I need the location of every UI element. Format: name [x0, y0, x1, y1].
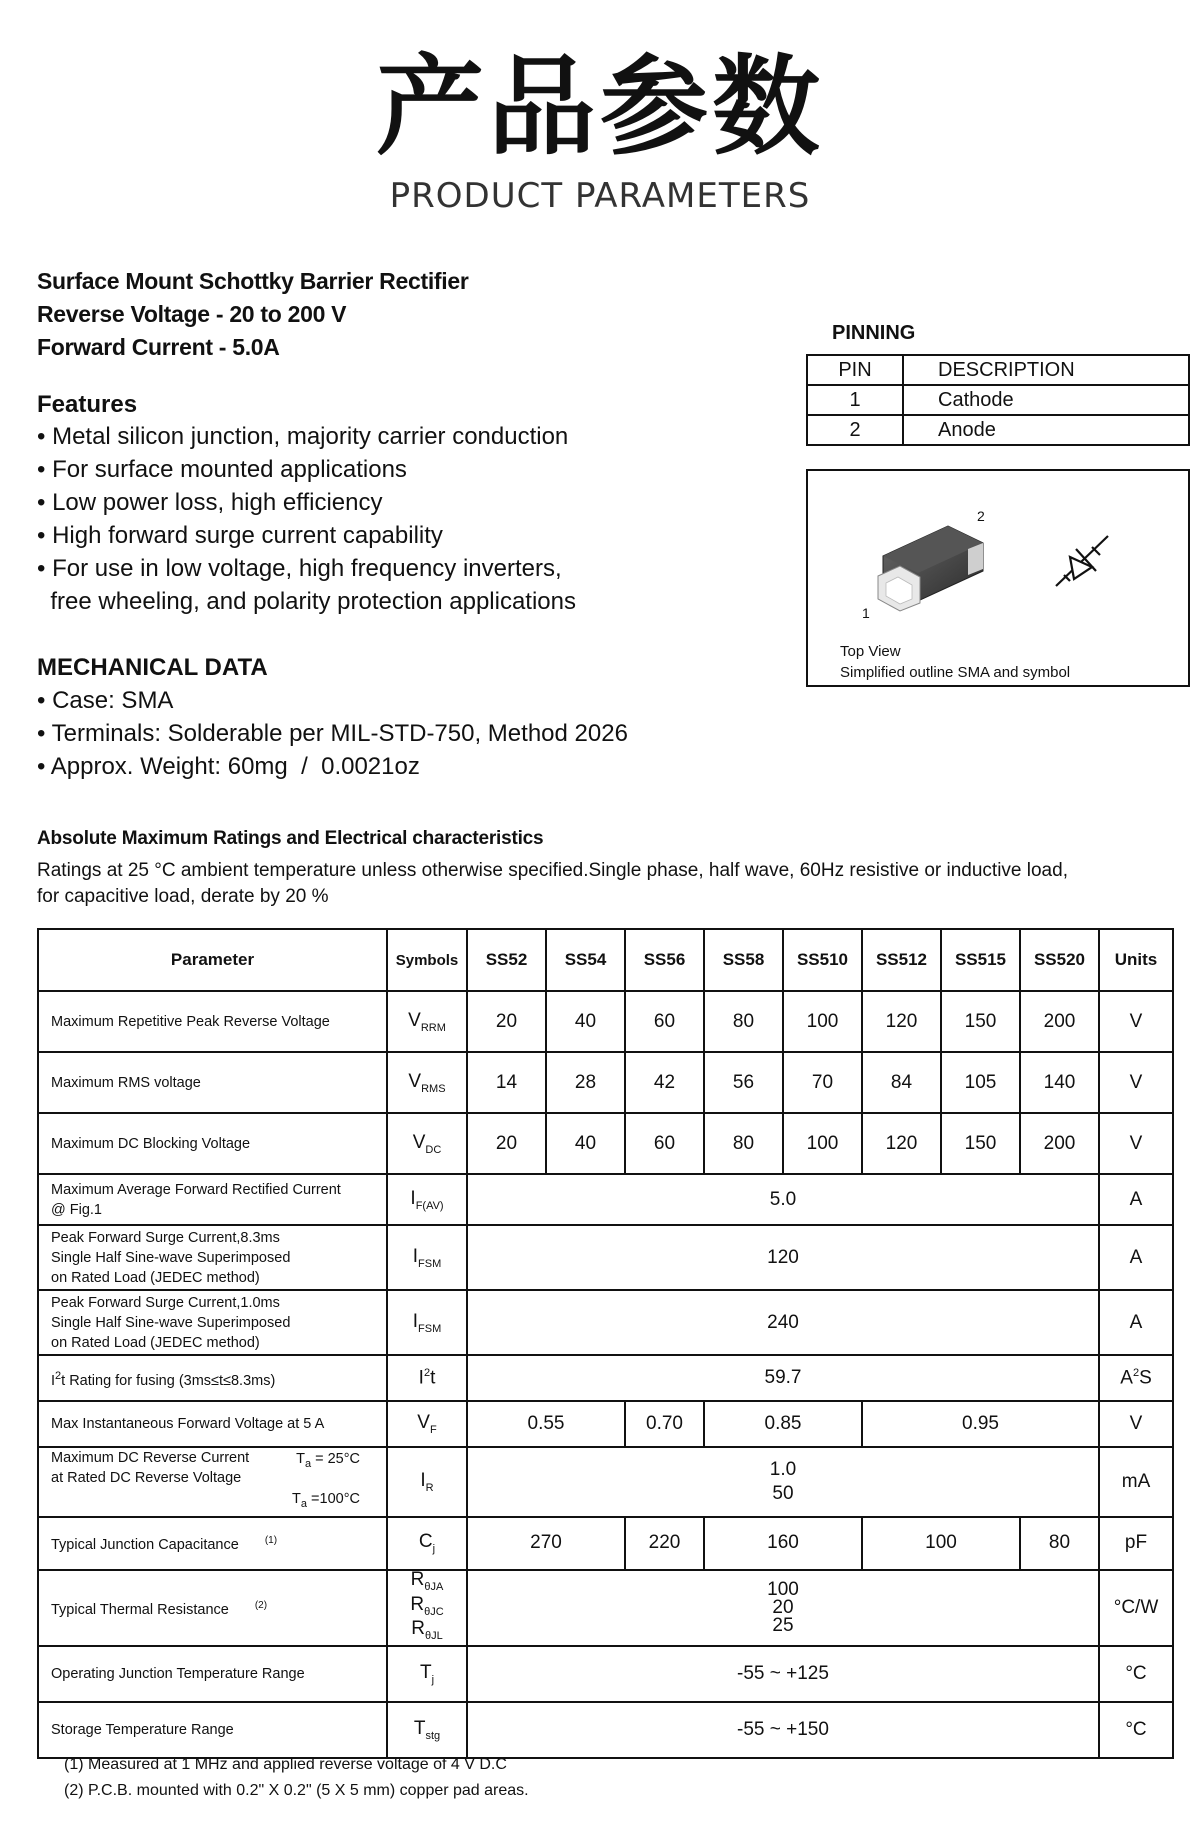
column-header: SS510	[783, 929, 862, 991]
value-cell: 150	[941, 991, 1020, 1052]
forward-current-spec: Forward Current - 5.0A	[37, 334, 280, 360]
value-cell: 270	[467, 1517, 625, 1570]
value-cell: 105	[941, 1052, 1020, 1113]
column-header: Units	[1099, 929, 1173, 991]
parameter-line: on Rated Load (JEDEC method)	[51, 1269, 260, 1286]
symbol-letter: I	[418, 1367, 424, 1389]
value-cell: 80	[704, 1113, 783, 1174]
symbol-cell	[387, 1702, 467, 1758]
pin-2-label: 2	[977, 508, 985, 524]
symbol-cell	[387, 991, 467, 1052]
column-header: SS58	[704, 929, 783, 991]
pinning-heading: PINNING	[832, 322, 916, 344]
value-cell: 59.7	[467, 1355, 1099, 1401]
value-cell: 70	[783, 1052, 862, 1113]
symbol-letter: T	[413, 1718, 426, 1740]
value-cell: 100	[783, 991, 862, 1052]
param-text: t Rating for fusing (3ms≤t≤8.3ms)	[61, 1372, 276, 1389]
pin-1-label: 1	[862, 605, 870, 621]
unit-cell	[1099, 1355, 1173, 1401]
package-caption-top-view: Top View	[840, 643, 901, 660]
parameter-cell	[38, 1517, 387, 1570]
symbol-letter: T	[419, 1662, 432, 1684]
feature-item: • For use in low voltage, high frequency inverters,	[37, 555, 562, 582]
feature-item: • Metal silicon junction, majority carrier conduction	[37, 423, 569, 450]
value-cell: 200	[1020, 1113, 1099, 1174]
condition-text: T	[296, 1451, 305, 1467]
value-cell	[467, 1447, 1099, 1517]
value-cell: 120	[467, 1225, 1099, 1290]
symbol-subscript: θJA	[424, 1580, 444, 1593]
mechanical-item: • Approx. Weight: 60mg / 0.0021oz	[37, 753, 420, 780]
value-line: 25	[772, 1615, 794, 1637]
symbol-subscript: j	[431, 1674, 435, 1687]
parameter-line: @ Fig.1	[51, 1201, 102, 1218]
value-cell: 28	[546, 1052, 625, 1113]
product-type: Surface Mount Schottky Barrier Rectifier	[37, 268, 469, 294]
unit-superscript: 2	[1132, 1366, 1140, 1379]
mechanical-item: • Case: SMA	[37, 687, 174, 714]
value-cell: 56	[704, 1052, 783, 1113]
value-cell: 220	[625, 1517, 704, 1570]
table-row	[38, 1174, 1173, 1225]
table-row	[38, 1113, 1173, 1174]
parameter-cell: Operating Junction Temperature Range	[38, 1646, 387, 1702]
symbol-cell	[387, 1570, 467, 1646]
pin-description: Anode	[903, 415, 1189, 445]
symbol-letter: R	[411, 1618, 425, 1640]
value-cell: 80	[1020, 1517, 1099, 1570]
package-outline-box	[806, 469, 1190, 687]
value-cell: 14	[467, 1052, 546, 1113]
value-cell: 120	[862, 991, 941, 1052]
ratings-note-line: for capacitive load, derate by 20 %	[37, 886, 329, 907]
footnote-reference: (2)	[254, 1600, 268, 1612]
parameter-cell: Max Instantaneous Forward Voltage at 5 A	[38, 1401, 387, 1447]
parameter-cell	[38, 1225, 387, 1290]
symbol-cell	[387, 1225, 467, 1290]
table-row	[807, 415, 1189, 445]
parameter-cell	[38, 1174, 387, 1225]
ratings-heading: Absolute Maximum Ratings and Electrical characteristics	[37, 828, 544, 849]
parameter-cell: Maximum Repetitive Peak Reverse Voltage	[38, 991, 387, 1052]
footnote-reference: (1)	[264, 1535, 278, 1547]
value-cell: 0.55	[467, 1401, 625, 1447]
value-cell: 20	[467, 1113, 546, 1174]
value-cell	[467, 1570, 1099, 1646]
symbol-subscript: stg	[425, 1730, 441, 1743]
symbol-letter: C	[418, 1531, 433, 1553]
symbol-cell	[387, 1401, 467, 1447]
symbol-subscript: FSM	[418, 1322, 442, 1335]
value-cell: 60	[625, 991, 704, 1052]
value-cell: 40	[546, 1113, 625, 1174]
parameter-line: Peak Forward Surge Current,8.3ms	[51, 1229, 280, 1246]
unit-cell: A	[1099, 1174, 1173, 1225]
table-row	[38, 1447, 1173, 1517]
symbol-line	[388, 1620, 466, 1645]
table-row	[38, 1355, 1173, 1401]
symbol-letter: V	[412, 1131, 426, 1153]
unit-cell: °C/W	[1099, 1570, 1173, 1646]
symbol-letter: V	[408, 1009, 421, 1031]
value-line: 100	[767, 1579, 799, 1601]
unit-cell: A	[1099, 1290, 1173, 1355]
ratings-table	[37, 928, 1174, 1759]
param-text: I	[51, 1372, 56, 1389]
value-cell: -55 ~ +150	[467, 1702, 1099, 1758]
value-cell: 0.95	[862, 1401, 1099, 1447]
value-cell: 20	[467, 991, 546, 1052]
parameter-line: on Rated Load (JEDEC method)	[51, 1334, 260, 1351]
pin-number: 2	[807, 415, 903, 445]
value-cell: 84	[862, 1052, 941, 1113]
value-cell: 100	[783, 1113, 862, 1174]
symbol-subscript: θJL	[424, 1630, 443, 1643]
parameter-line	[51, 1448, 386, 1468]
value-cell: 140	[1020, 1052, 1099, 1113]
value-cell: 150	[941, 1113, 1020, 1174]
unit-cell: °C	[1099, 1646, 1173, 1702]
symbol-letter: I	[410, 1187, 416, 1209]
value-cell: 0.70	[625, 1401, 704, 1447]
unit-cell: pF	[1099, 1517, 1173, 1570]
table-row	[38, 1646, 1173, 1702]
pin-description: Cathode	[903, 385, 1189, 415]
unit-cell: V	[1099, 1113, 1173, 1174]
unit-cell: A	[1099, 1225, 1173, 1290]
value-cell: 240	[467, 1290, 1099, 1355]
parameter-cell	[38, 1290, 387, 1355]
table-row	[38, 1702, 1173, 1758]
parameter-cell: Storage Temperature Range	[38, 1702, 387, 1758]
table-row	[38, 991, 1173, 1052]
value-line: 20	[772, 1597, 794, 1619]
parameter-line: Single Half Sine-wave Superimposed	[51, 1249, 291, 1266]
column-header: SS52	[467, 929, 546, 991]
symbol-subscript: R	[425, 1481, 434, 1494]
symbol-subscript: j	[432, 1543, 436, 1556]
table-row	[38, 1290, 1173, 1355]
symbol-subscript: RMS	[421, 1082, 446, 1095]
table-row	[807, 385, 1189, 415]
value-cell: 120	[862, 1113, 941, 1174]
unit-text: S	[1139, 1367, 1152, 1389]
table-row	[38, 1052, 1173, 1113]
column-header: SS520	[1020, 929, 1099, 991]
parameter-line: Maximum Average Forward Rectified Current	[51, 1181, 341, 1198]
parameter-text: Maximum DC Reverse Current	[51, 1450, 250, 1466]
symbol-letter: V	[417, 1412, 430, 1434]
column-header: Symbols	[387, 929, 467, 991]
value-cell: 100	[862, 1517, 1020, 1570]
features-heading: Features	[37, 391, 138, 418]
parameter-text: Typical Thermal Resistance	[51, 1602, 229, 1618]
value-line: 50	[772, 1482, 794, 1504]
table-row	[38, 1570, 1173, 1646]
symbol-subscript: FSM	[418, 1257, 442, 1270]
feature-item: • For surface mounted applications	[37, 456, 407, 483]
value-cell: 0.85	[704, 1401, 862, 1447]
parameter-cell	[38, 1570, 387, 1646]
value-cell: 42	[625, 1052, 704, 1113]
value-cell: 200	[1020, 991, 1099, 1052]
condition-subscript: a	[300, 1497, 308, 1510]
unit-cell: V	[1099, 1401, 1173, 1447]
param-superscript: 2	[55, 1369, 62, 1382]
footnote: (2) P.C.B. mounted with 0.2" X 0.2" (5 X 5 mm) copper pad areas.	[64, 1782, 529, 1799]
symbol-letter: I	[412, 1310, 419, 1332]
symbol-cell	[387, 1174, 467, 1225]
condition-text: = 25°C	[311, 1451, 360, 1467]
value-cell: 80	[704, 991, 783, 1052]
value-cell: 60	[625, 1113, 704, 1174]
symbol-letter: I	[420, 1470, 426, 1492]
description-header: DESCRIPTION	[903, 355, 1189, 385]
table-row	[38, 1225, 1173, 1290]
symbol-cell	[387, 1290, 467, 1355]
package-caption: Simplified outline SMA and symbol	[840, 664, 1071, 681]
footnote: (1) Measured at 1 MHz and applied reverse voltage of 4 V D.C	[64, 1756, 507, 1773]
symbol-superscript: 2	[423, 1366, 431, 1379]
symbol-cell	[387, 1517, 467, 1570]
column-header: SS56	[625, 929, 704, 991]
table-row	[38, 1401, 1173, 1447]
temperature-condition	[292, 1488, 360, 1516]
mechanical-item: • Terminals: Solderable per MIL-STD-750, Method 2026	[37, 720, 628, 747]
unit-cell: °C	[1099, 1702, 1173, 1758]
symbol-cell	[387, 1646, 467, 1702]
parameter-cell	[38, 1447, 387, 1517]
symbol-letter: V	[408, 1070, 422, 1092]
symbol-cell	[387, 1113, 467, 1174]
parameter-text: Typical Junction Capacitance	[51, 1537, 239, 1554]
pinning-table	[806, 354, 1190, 446]
parameter-line: Single Half Sine-wave Superimposed	[51, 1314, 291, 1331]
page-title-english: PRODUCT PARAMETERS	[389, 176, 811, 216]
column-header: SS54	[546, 929, 625, 991]
value-line: 1.0	[769, 1458, 797, 1480]
symbol-subscript: RRM	[420, 1021, 446, 1034]
symbol-letter: R	[410, 1593, 425, 1615]
symbol-subscript: F(AV)	[415, 1199, 444, 1212]
parameter-cell	[38, 1355, 387, 1401]
ratings-note-line: Ratings at 25 °C ambient temperature unless otherwise specified.Single phase, half wave, 60Hz resistive or inductive load,	[37, 860, 1068, 881]
symbol-line	[388, 1593, 466, 1621]
value-cell: 160	[704, 1517, 862, 1570]
parameter-cell: Maximum RMS voltage	[38, 1052, 387, 1113]
unit-cell: V	[1099, 991, 1173, 1052]
symbol-subscript: θJC	[424, 1605, 444, 1618]
feature-item: free wheeling, and polarity protection applications	[37, 588, 576, 615]
table-row	[807, 355, 1189, 385]
table-header-row	[38, 929, 1173, 991]
unit-cell: mA	[1099, 1447, 1173, 1517]
feature-item: • High forward surge current capability	[37, 522, 443, 549]
column-header: SS515	[941, 929, 1020, 991]
column-header: Parameter	[38, 929, 387, 991]
symbol-line	[388, 1568, 466, 1596]
symbol-cell	[387, 1355, 467, 1401]
symbol-subscript: DC	[425, 1143, 442, 1156]
unit-text: A	[1120, 1367, 1133, 1389]
symbol-letter: t	[430, 1367, 436, 1389]
condition-text: T	[292, 1491, 301, 1507]
mechanical-data-heading: MECHANICAL DATA	[37, 654, 268, 681]
parameter-cell: Maximum DC Blocking Voltage	[38, 1113, 387, 1174]
page-title-chinese: 产品参数	[375, 45, 824, 170]
parameter-text: at Rated DC Reverse Voltage	[51, 1470, 242, 1486]
symbol-letter: I	[412, 1245, 419, 1267]
pin-number: 1	[807, 385, 903, 415]
value-cell: 5.0	[467, 1174, 1099, 1225]
symbol-cell	[387, 1447, 467, 1517]
temperature-condition	[296, 1448, 360, 1476]
pin-header: PIN	[807, 355, 903, 385]
parameter-line: Peak Forward Surge Current,1.0ms	[51, 1294, 280, 1311]
symbol-subscript: F	[429, 1423, 437, 1436]
condition-text: =100°C	[307, 1491, 360, 1507]
value-cell: 40	[546, 991, 625, 1052]
symbol-letter: R	[410, 1568, 425, 1590]
feature-item: • Low power loss, high efficiency	[37, 489, 383, 516]
reverse-voltage-spec: Reverse Voltage - 20 to 200 V	[37, 301, 347, 327]
unit-cell: V	[1099, 1052, 1173, 1113]
value-cell: -55 ~ +125	[467, 1646, 1099, 1702]
table-row	[38, 1517, 1173, 1570]
symbol-cell	[387, 1052, 467, 1113]
condition-subscript: a	[304, 1457, 312, 1470]
column-header: SS512	[862, 929, 941, 991]
